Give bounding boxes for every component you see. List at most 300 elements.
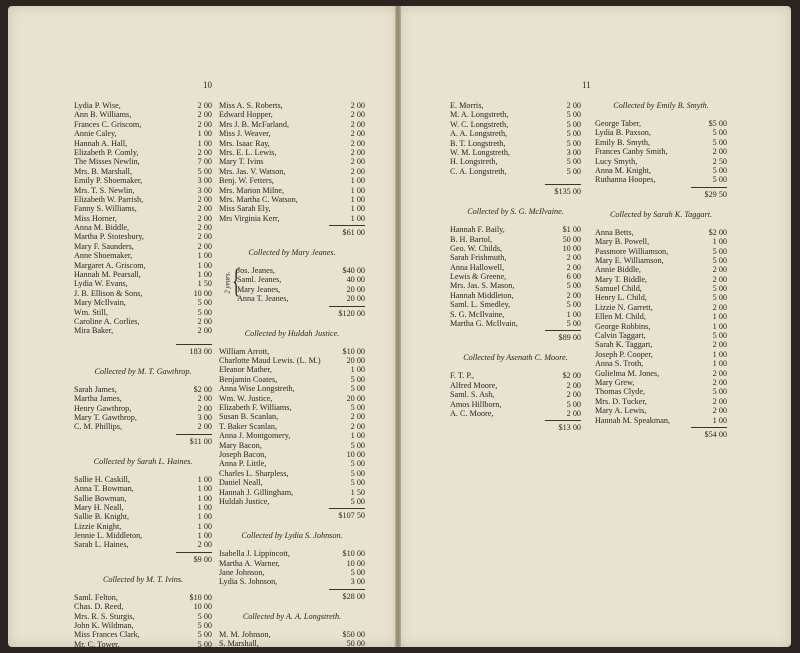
leader-dots bbox=[168, 139, 176, 148]
donation-amount: $10 00 bbox=[189, 592, 212, 602]
donor-row bbox=[595, 119, 727, 128]
leader-dots bbox=[168, 120, 176, 129]
donor-name: Lydia W. Evans, bbox=[74, 279, 128, 289]
leader-dots bbox=[537, 225, 545, 234]
leader-dots bbox=[537, 157, 545, 166]
donor-name: Lewis & Greene, bbox=[450, 272, 507, 282]
donor-name: Hannah Middleton, bbox=[450, 290, 514, 300]
donation-amount: 2 00 bbox=[197, 119, 212, 129]
donor-row bbox=[450, 110, 581, 119]
leader-dots bbox=[321, 403, 329, 412]
donation-amount: 1 00 bbox=[197, 251, 212, 261]
donation-amount: 5 00 bbox=[350, 468, 365, 478]
donation-amount: 5 00 bbox=[566, 281, 581, 291]
leader-dots bbox=[537, 167, 545, 176]
donation-amount: 5 00 bbox=[350, 374, 365, 384]
donation-amount: $5 00 bbox=[708, 119, 727, 128]
leader-dots bbox=[168, 308, 176, 317]
leader-dots bbox=[168, 540, 176, 549]
leader-dots bbox=[168, 413, 176, 422]
leader-dots bbox=[168, 640, 176, 649]
donor-name: Anna Betts, bbox=[595, 227, 634, 237]
leader-dots bbox=[537, 235, 545, 244]
donor-row bbox=[219, 157, 365, 166]
donor-name: Eleanor Mather, bbox=[219, 365, 272, 375]
donation-amount: 1 00 bbox=[197, 270, 212, 280]
donor-row bbox=[219, 630, 365, 639]
donor-name: Mrs. R. S. Sturgis, bbox=[74, 611, 135, 621]
donor-row bbox=[74, 251, 212, 260]
donation-amount: 1 00 bbox=[350, 365, 365, 375]
donation-amount: 1 00 bbox=[197, 138, 212, 148]
donor-name: Frances Canby Smith, bbox=[595, 147, 668, 157]
leader-dots bbox=[321, 110, 329, 119]
donation-amount: 3 00 bbox=[566, 147, 581, 157]
donation-amount: 2 00 bbox=[350, 138, 365, 148]
donor-row bbox=[219, 120, 365, 129]
donor-name: Annie Caley, bbox=[74, 129, 117, 139]
donor-name: Alfred Moore, bbox=[450, 380, 498, 390]
donation-amount: 2 00 bbox=[197, 110, 212, 120]
donor-name: Frances C. Griscom, bbox=[74, 119, 142, 129]
donor-row bbox=[595, 128, 727, 137]
donor-row bbox=[74, 120, 212, 129]
donor-row bbox=[450, 225, 581, 234]
donation-amount: 50 00 bbox=[346, 639, 365, 649]
donation-amount: 1 00 bbox=[197, 129, 212, 139]
section-total: $29 50 bbox=[691, 187, 727, 200]
donor-name: Mr. C. Tower, bbox=[74, 639, 120, 649]
donation-amount: 5 00 bbox=[566, 138, 581, 148]
leader-dots bbox=[321, 347, 329, 356]
donor-name: Daniel Neall, bbox=[219, 478, 263, 488]
donor-row bbox=[219, 488, 365, 497]
leader-dots bbox=[168, 326, 176, 335]
donor-row bbox=[219, 356, 365, 365]
donor-row bbox=[450, 235, 581, 244]
donation-amount: 1 00 bbox=[197, 260, 212, 270]
leader-dots bbox=[683, 256, 691, 265]
leader-dots bbox=[683, 237, 691, 246]
donor-row bbox=[219, 469, 365, 478]
donor-name: Anna S. Troth, bbox=[595, 359, 644, 369]
donor-row bbox=[74, 593, 212, 602]
donor-row bbox=[237, 294, 365, 303]
donation-amount: 2 00 bbox=[350, 166, 365, 176]
donor-name: Sarah L. Haines, bbox=[74, 540, 129, 550]
book-gutter bbox=[395, 6, 401, 647]
donor-name: W. M. Longstreth, bbox=[450, 147, 510, 157]
donation-amount: 1 00 bbox=[350, 204, 365, 214]
collector-heading: Collected by Sarah L. Haines. bbox=[93, 456, 193, 466]
donation-amount: 2 00 bbox=[197, 194, 212, 204]
leader-dots bbox=[321, 394, 329, 403]
donor-name: Isabella J. Lippincott, bbox=[219, 549, 290, 559]
donor-name: Jane Johnson, bbox=[219, 568, 265, 578]
leader-dots bbox=[683, 119, 691, 128]
leader-dots bbox=[683, 284, 691, 293]
leader-dots bbox=[537, 390, 545, 399]
collector-heading: Collected by Huldah Justice. bbox=[244, 328, 340, 338]
donor-row bbox=[74, 139, 212, 148]
donor-row bbox=[219, 403, 365, 412]
donor-name: Elizabeth F. Williams, bbox=[219, 402, 292, 412]
leader-dots bbox=[683, 128, 691, 137]
donation-amount: 1 00 bbox=[197, 521, 212, 531]
leader-dots bbox=[168, 157, 176, 166]
donor-name: William Arrott, bbox=[219, 346, 270, 356]
donor-row bbox=[595, 175, 727, 184]
donor-name: Hannah M. Speakman, bbox=[595, 415, 671, 425]
donation-amount: 1 00 bbox=[197, 512, 212, 522]
donor-name: Anne Shoemaker, bbox=[74, 251, 133, 261]
donation-amount: 2 00 bbox=[197, 540, 212, 550]
donor-row bbox=[74, 195, 212, 204]
leader-dots bbox=[168, 475, 176, 484]
donor-name: Henry Gawthrop, bbox=[74, 403, 132, 413]
donor-row bbox=[450, 371, 581, 380]
donor-row bbox=[595, 312, 727, 321]
donor-row bbox=[219, 431, 365, 440]
leader-dots bbox=[537, 300, 545, 309]
donor-name: Chas. D. Reed, bbox=[74, 602, 124, 612]
leader-dots bbox=[683, 397, 691, 406]
donor-row bbox=[595, 247, 727, 256]
donor-row bbox=[219, 110, 365, 119]
leader-dots bbox=[537, 381, 545, 390]
donor-name: Mrs. T. S. Newlin, bbox=[74, 185, 135, 195]
leader-dots bbox=[321, 577, 329, 586]
donor-row bbox=[219, 176, 365, 185]
donor-name: Mary T. Ivins bbox=[219, 157, 264, 167]
leader-dots bbox=[168, 232, 176, 241]
donation-amount: 1 00 bbox=[566, 309, 581, 319]
collector-heading: Collected by Sarah K. Taggart. bbox=[609, 209, 713, 219]
donation-amount: 10 00 bbox=[346, 558, 365, 568]
leader-dots bbox=[321, 450, 329, 459]
donor-name: Miss Frances Clark, bbox=[74, 630, 140, 640]
leader-dots bbox=[168, 251, 176, 260]
donor-name: Hannah J. Gillingham, bbox=[219, 487, 294, 497]
section-total: $107 50 bbox=[329, 508, 365, 521]
donation-amount: 1 00 bbox=[712, 349, 727, 359]
donor-name: Emily B. Smyth, bbox=[595, 137, 651, 147]
section-total: $9 00 bbox=[176, 552, 212, 565]
leader-dots bbox=[168, 176, 176, 185]
donor-row bbox=[74, 298, 212, 307]
brace-group bbox=[219, 263, 365, 304]
donor-name: Thomas Clyde, bbox=[595, 387, 646, 397]
leader-dots bbox=[321, 365, 329, 374]
donor-name: Gulielma M. Jones, bbox=[595, 368, 660, 378]
donor-name: Jennie L. Middleton, bbox=[74, 531, 143, 541]
donor-name: Anna T. Jeanes, bbox=[237, 294, 289, 304]
donor-row bbox=[595, 265, 727, 274]
donor-name: John K. Wildman, bbox=[74, 621, 134, 631]
donor-name: B. T. Longstreth, bbox=[450, 138, 506, 148]
leader-dots bbox=[321, 469, 329, 478]
donation-amount: 1 00 bbox=[197, 484, 212, 494]
section-total: $54 00 bbox=[691, 427, 727, 440]
leader-dots bbox=[168, 494, 176, 503]
donation-amount: 2 00 bbox=[197, 213, 212, 223]
donation-amount: 5 00 bbox=[350, 459, 365, 469]
donor-name: Mary B. Powell, bbox=[595, 237, 650, 247]
collector-heading: Collected by Emily B. Smyth. bbox=[613, 101, 709, 110]
donor-row bbox=[74, 385, 212, 394]
leader-dots bbox=[537, 253, 545, 262]
leader-dots bbox=[168, 289, 176, 298]
donor-row bbox=[219, 384, 365, 393]
leader-dots bbox=[168, 621, 176, 630]
section-total: 183 00 bbox=[176, 344, 212, 357]
leader-dots bbox=[321, 120, 329, 129]
donor-row bbox=[450, 272, 581, 281]
donation-amount: 5 00 bbox=[350, 478, 365, 488]
donation-amount: 1 00 bbox=[712, 359, 727, 369]
donor-name: Hannah A. Hall, bbox=[74, 138, 128, 148]
donation-amount: 2 00 bbox=[712, 302, 727, 312]
leader-dots bbox=[168, 167, 176, 176]
leader-dots bbox=[683, 265, 691, 274]
donor-row bbox=[450, 129, 581, 138]
donor-name: Anna P. Little, bbox=[219, 459, 267, 469]
donor-name: Ann B. Williams, bbox=[74, 110, 132, 120]
donation-amount: 2 00 bbox=[566, 101, 581, 110]
donation-amount: 2 00 bbox=[197, 232, 212, 242]
donation-amount: 2 00 bbox=[350, 157, 365, 167]
leader-dots bbox=[683, 359, 691, 368]
donor-name: Mrs. Jas. V. Watson, bbox=[219, 166, 286, 176]
donor-row bbox=[219, 347, 365, 356]
leader-dots bbox=[321, 186, 329, 195]
donor-row bbox=[450, 263, 581, 272]
donation-amount: 2 00 bbox=[712, 340, 727, 350]
donation-amount: 1 00 bbox=[712, 312, 727, 322]
donor-name: Anna M. Knight, bbox=[595, 165, 651, 175]
donor-row bbox=[219, 186, 365, 195]
donor-name: Sallie B. Knight, bbox=[74, 512, 130, 522]
donor-name: Anna Hallowell, bbox=[450, 262, 505, 272]
donor-row bbox=[74, 308, 212, 317]
donation-amount: 5 00 bbox=[712, 128, 727, 138]
donation-amount: 6 00 bbox=[566, 272, 581, 282]
leader-dots bbox=[537, 148, 545, 157]
donor-name: Hannah M. Pearsall, bbox=[74, 270, 141, 280]
donation-amount: 1 00 bbox=[350, 194, 365, 204]
right-column-2 bbox=[595, 91, 727, 440]
donor-name: Sarah James, bbox=[74, 384, 117, 394]
leader-dots bbox=[683, 387, 691, 396]
leader-dots bbox=[321, 384, 329, 393]
donor-row bbox=[74, 214, 212, 223]
leader-dots bbox=[168, 242, 176, 251]
donation-amount: 1 50 bbox=[350, 487, 365, 497]
donor-row bbox=[219, 375, 365, 384]
donor-row bbox=[74, 484, 212, 493]
donation-amount: 2 00 bbox=[197, 147, 212, 157]
leader-dots bbox=[168, 630, 176, 639]
donation-amount: 2 00 bbox=[712, 274, 727, 284]
donation-amount: 2 50 bbox=[712, 156, 727, 166]
donor-name: Saml. Felton, bbox=[74, 592, 118, 602]
leader-dots bbox=[321, 356, 329, 365]
collector-heading: Collected by M. T. Gawthrop. bbox=[94, 366, 192, 376]
donation-amount: $10 00 bbox=[342, 549, 365, 559]
donation-amount: 5 00 bbox=[566, 119, 581, 129]
donor-name: Lizzie Knight, bbox=[74, 521, 122, 531]
donation-amount: 2 00 bbox=[566, 290, 581, 300]
leader-dots bbox=[321, 148, 329, 157]
donor-name: Henry L. Child, bbox=[595, 293, 647, 303]
leader-dots bbox=[321, 478, 329, 487]
collector-heading: Collected by A. A. Longstreth. bbox=[242, 611, 342, 621]
donation-amount: 5 00 bbox=[712, 331, 727, 341]
donor-name: Lucy Smyth, bbox=[595, 156, 638, 166]
spacer bbox=[74, 336, 212, 342]
donation-amount: 5 00 bbox=[350, 496, 365, 506]
leader-dots bbox=[683, 312, 691, 321]
donor-row bbox=[450, 167, 581, 176]
donor-row bbox=[74, 270, 212, 279]
donation-amount: 2 00 bbox=[350, 421, 365, 431]
leader-dots bbox=[683, 293, 691, 302]
leader-dots bbox=[168, 204, 176, 213]
donor-row bbox=[74, 110, 212, 119]
donor-row bbox=[595, 406, 727, 415]
donor-row bbox=[74, 326, 212, 335]
donor-name: Mrs. Martha C. Watson, bbox=[219, 194, 298, 204]
donor-row bbox=[450, 400, 581, 409]
right-column-1 bbox=[450, 101, 581, 433]
leader-dots bbox=[321, 559, 329, 568]
donation-amount: 5 00 bbox=[712, 246, 727, 256]
donation-amount: 5 00 bbox=[197, 621, 212, 631]
section-total: $120 00 bbox=[329, 306, 365, 319]
leader-dots bbox=[321, 488, 329, 497]
donation-amount: 5 00 bbox=[712, 137, 727, 147]
donor-row bbox=[74, 540, 212, 549]
donation-amount: 5 00 bbox=[566, 300, 581, 310]
leader-dots bbox=[321, 497, 329, 506]
leader-dots bbox=[168, 195, 176, 204]
donor-name: Martha G. McIlvain, bbox=[450, 319, 518, 329]
donor-row bbox=[450, 157, 581, 166]
donor-name: Samuel Child, bbox=[595, 284, 642, 294]
donor-name: C. A. Longstreth, bbox=[450, 166, 507, 176]
donation-amount: 2 00 bbox=[350, 101, 365, 110]
donation-amount: 2 00 bbox=[566, 262, 581, 272]
leader-dots bbox=[537, 291, 545, 300]
donor-row bbox=[219, 195, 365, 204]
donation-amount: 2 00 bbox=[350, 119, 365, 129]
donation-amount: $2 00 bbox=[562, 371, 581, 381]
leader-dots bbox=[168, 503, 176, 512]
leader-dots bbox=[683, 275, 691, 284]
leader-dots bbox=[321, 630, 329, 639]
donor-row bbox=[74, 129, 212, 138]
leader-dots bbox=[683, 369, 691, 378]
donation-amount: 1 00 bbox=[712, 415, 727, 425]
leader-dots bbox=[321, 441, 329, 450]
donation-amount: 2 00 bbox=[197, 101, 212, 110]
donor-row bbox=[219, 568, 365, 577]
donor-row bbox=[595, 359, 727, 368]
leader-dots bbox=[321, 157, 329, 166]
donor-name: Huldah Justice, bbox=[219, 496, 270, 506]
donor-name: Mrs. Jas. S. Mason, bbox=[450, 281, 515, 291]
donation-amount: 2 00 bbox=[350, 129, 365, 139]
donation-amount: $50 00 bbox=[342, 629, 365, 639]
donation-amount: 5 00 bbox=[712, 293, 727, 303]
donor-row bbox=[595, 331, 727, 340]
donor-row bbox=[595, 166, 727, 175]
donor-row bbox=[595, 350, 727, 359]
donor-name: George Taber, bbox=[595, 119, 642, 128]
donor-row bbox=[219, 139, 365, 148]
leader-dots bbox=[537, 400, 545, 409]
spacer bbox=[450, 176, 581, 182]
donor-row bbox=[219, 204, 365, 213]
donation-amount: 2 00 bbox=[350, 147, 365, 157]
donor-row bbox=[74, 157, 212, 166]
leader-dots bbox=[537, 272, 545, 281]
collector-heading: Collected by Asenath C. Moore. bbox=[463, 353, 568, 363]
donor-row bbox=[450, 253, 581, 262]
donation-amount: 2 00 bbox=[350, 110, 365, 120]
donor-name: Wm. W. Justice, bbox=[219, 393, 273, 403]
donation-amount: 5 00 bbox=[712, 175, 727, 185]
leader-dots bbox=[168, 522, 176, 531]
donation-amount: 1 00 bbox=[350, 213, 365, 223]
donor-name: Martha James, bbox=[74, 394, 122, 404]
leader-dots bbox=[537, 371, 545, 380]
donor-row bbox=[74, 317, 212, 326]
donor-name: B. H. Bartol, bbox=[450, 234, 493, 244]
leader-dots bbox=[537, 263, 545, 272]
leader-dots bbox=[537, 319, 545, 328]
donor-name: Miss A. S. Roberts, bbox=[219, 101, 283, 110]
donor-name: Mary A. Lewis, bbox=[595, 406, 647, 416]
left-column-2 bbox=[219, 101, 365, 649]
donor-row bbox=[595, 416, 727, 425]
donor-name: Martha A. Warner, bbox=[219, 558, 280, 568]
leader-dots bbox=[537, 101, 545, 110]
donor-name: T. Baker Scanlan, bbox=[219, 421, 278, 431]
leader-dots bbox=[321, 568, 329, 577]
donation-amount: 1 00 bbox=[350, 176, 365, 186]
donor-row bbox=[74, 394, 212, 403]
donor-name: S. Marshall, bbox=[219, 639, 259, 649]
leader-dots bbox=[321, 275, 329, 284]
leader-dots bbox=[168, 279, 176, 288]
leader-dots bbox=[537, 139, 545, 148]
donor-row bbox=[595, 369, 727, 378]
section-total: $28 00 bbox=[329, 589, 365, 602]
donor-name: Anna M. Biddle, bbox=[74, 223, 130, 233]
donor-name: Anna Wise Longstreth, bbox=[219, 384, 295, 394]
donor-row bbox=[74, 223, 212, 232]
donor-row bbox=[74, 167, 212, 176]
donor-name: Annie Biddle, bbox=[595, 265, 641, 275]
donor-row bbox=[74, 261, 212, 270]
donor-name: Mary McIlvain, bbox=[74, 298, 126, 308]
donation-amount: 10 00 bbox=[562, 243, 581, 253]
donor-row bbox=[450, 101, 581, 110]
donor-row bbox=[595, 284, 727, 293]
donor-name: Benj. W. Fetters, bbox=[219, 176, 274, 186]
donor-name: Sarah K. Taggart, bbox=[595, 340, 653, 350]
